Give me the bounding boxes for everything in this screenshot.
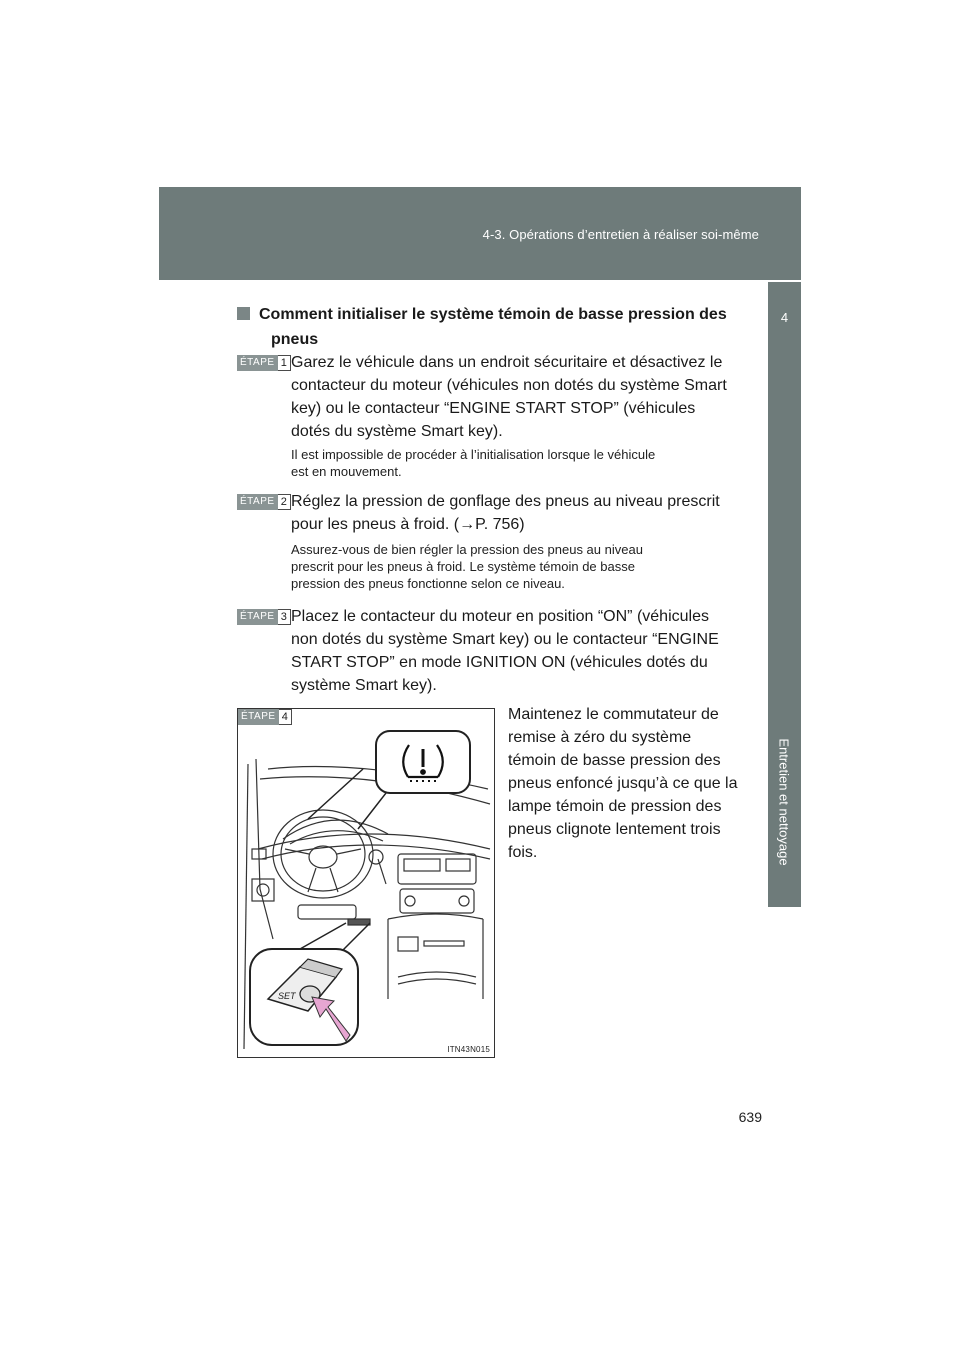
step-badge-word: ÉTAPE [237,609,278,625]
step-3-line-2: non dotés du système Smart key) ou le contacteur “ENGINE [291,631,719,648]
step-1-line-3: key) ou le contacteur “ENGINE START STOP” (véhicules [291,400,696,417]
section-heading [237,302,755,352]
step-2-text [291,490,755,536]
figure-code: ITN43N015 [447,1045,490,1054]
step-1-note-line-1: Il est impossible de procéder à l’initialisation lorsque le véhicule [291,447,656,462]
step-4-line-3: témoin de basse pression des [508,752,721,769]
dashboard-illustration [238,709,494,1057]
set-button-label: SET [278,991,296,1001]
step-1-line-2: contacteur du moteur (véhicules non dotés du système Smart [291,377,727,394]
step-1-line-1: Garez le véhicule dans un endroit sécuritaire et désactivez le [291,354,723,371]
section-title: 4-3. Opérations d’entretien à réaliser soi-même [482,227,759,242]
step-3-text [291,605,755,697]
step-4-text [508,703,755,864]
step-2-note-line-1: Assurez-vous de bien régler la pression des pneus au niveau [291,542,643,557]
step-2-note-line-3: pression des pneus fonctionne selon ce niveau. [291,576,565,591]
chapter-label-box [768,698,801,907]
step-4-line-1: Maintenez le commutateur de [508,706,719,723]
step-3-line-1: Placez le contacteur du moteur en position “ON” (véhicules [291,608,709,625]
step-1-text [291,351,755,443]
step-3-line-4: système Smart key). [291,677,437,694]
step-2-badge [237,494,291,510]
step-2-note-line-2: prescrit pour les pneus à froid. Le système témoin de basse [291,559,635,574]
step-4-line-2: remise à zéro du système [508,729,692,746]
step-badge-word: ÉTAPE [237,494,278,510]
step-2-line-2: pour les pneus à froid. (→P. 756) [291,516,525,533]
step-badge-number: 3 [278,609,291,625]
step-badge-number: 2 [278,494,291,510]
chapter-number-box [768,280,801,350]
step-3-line-3: START STOP” en mode IGNITION ON (véhicules dotés du [291,654,708,671]
step-1-badge [237,355,291,371]
heading-square-icon [237,307,250,320]
step-1-line-4: dotés du système Smart key). [291,423,503,440]
step-3-badge [237,609,291,625]
step-1-note-line-2: est en mouvement. [291,464,402,479]
step-4-line-6: pneus clignote lentement trois [508,821,721,838]
page-number: 639 [738,1109,762,1125]
chapter-label: Entretien et nettoyage [776,738,792,866]
step-4-line-5: lampe témoin de pression des [508,798,722,815]
dashboard-figure [237,708,495,1058]
step-badge-word: ÉTAPE [238,709,279,725]
step-1-note [291,446,755,480]
chapter-number: 4 [780,310,789,325]
step-4-line-4: pneus enfoncé jusqu’à ce que la [508,775,738,792]
step-badge-word: ÉTAPE [237,355,278,371]
step-2-note [291,541,755,592]
heading-line-2: pneus [271,331,319,348]
step-badge-number: 1 [278,355,291,371]
step-badge-number: 4 [279,709,292,725]
step-2-line-1: Réglez la pression de gonflage des pneus au niveau prescrit [291,493,720,510]
header-band [159,187,801,280]
heading-line-1: Comment initialiser le système témoin de basse pression des [259,306,727,323]
step-4-line-7: fois. [508,844,538,861]
